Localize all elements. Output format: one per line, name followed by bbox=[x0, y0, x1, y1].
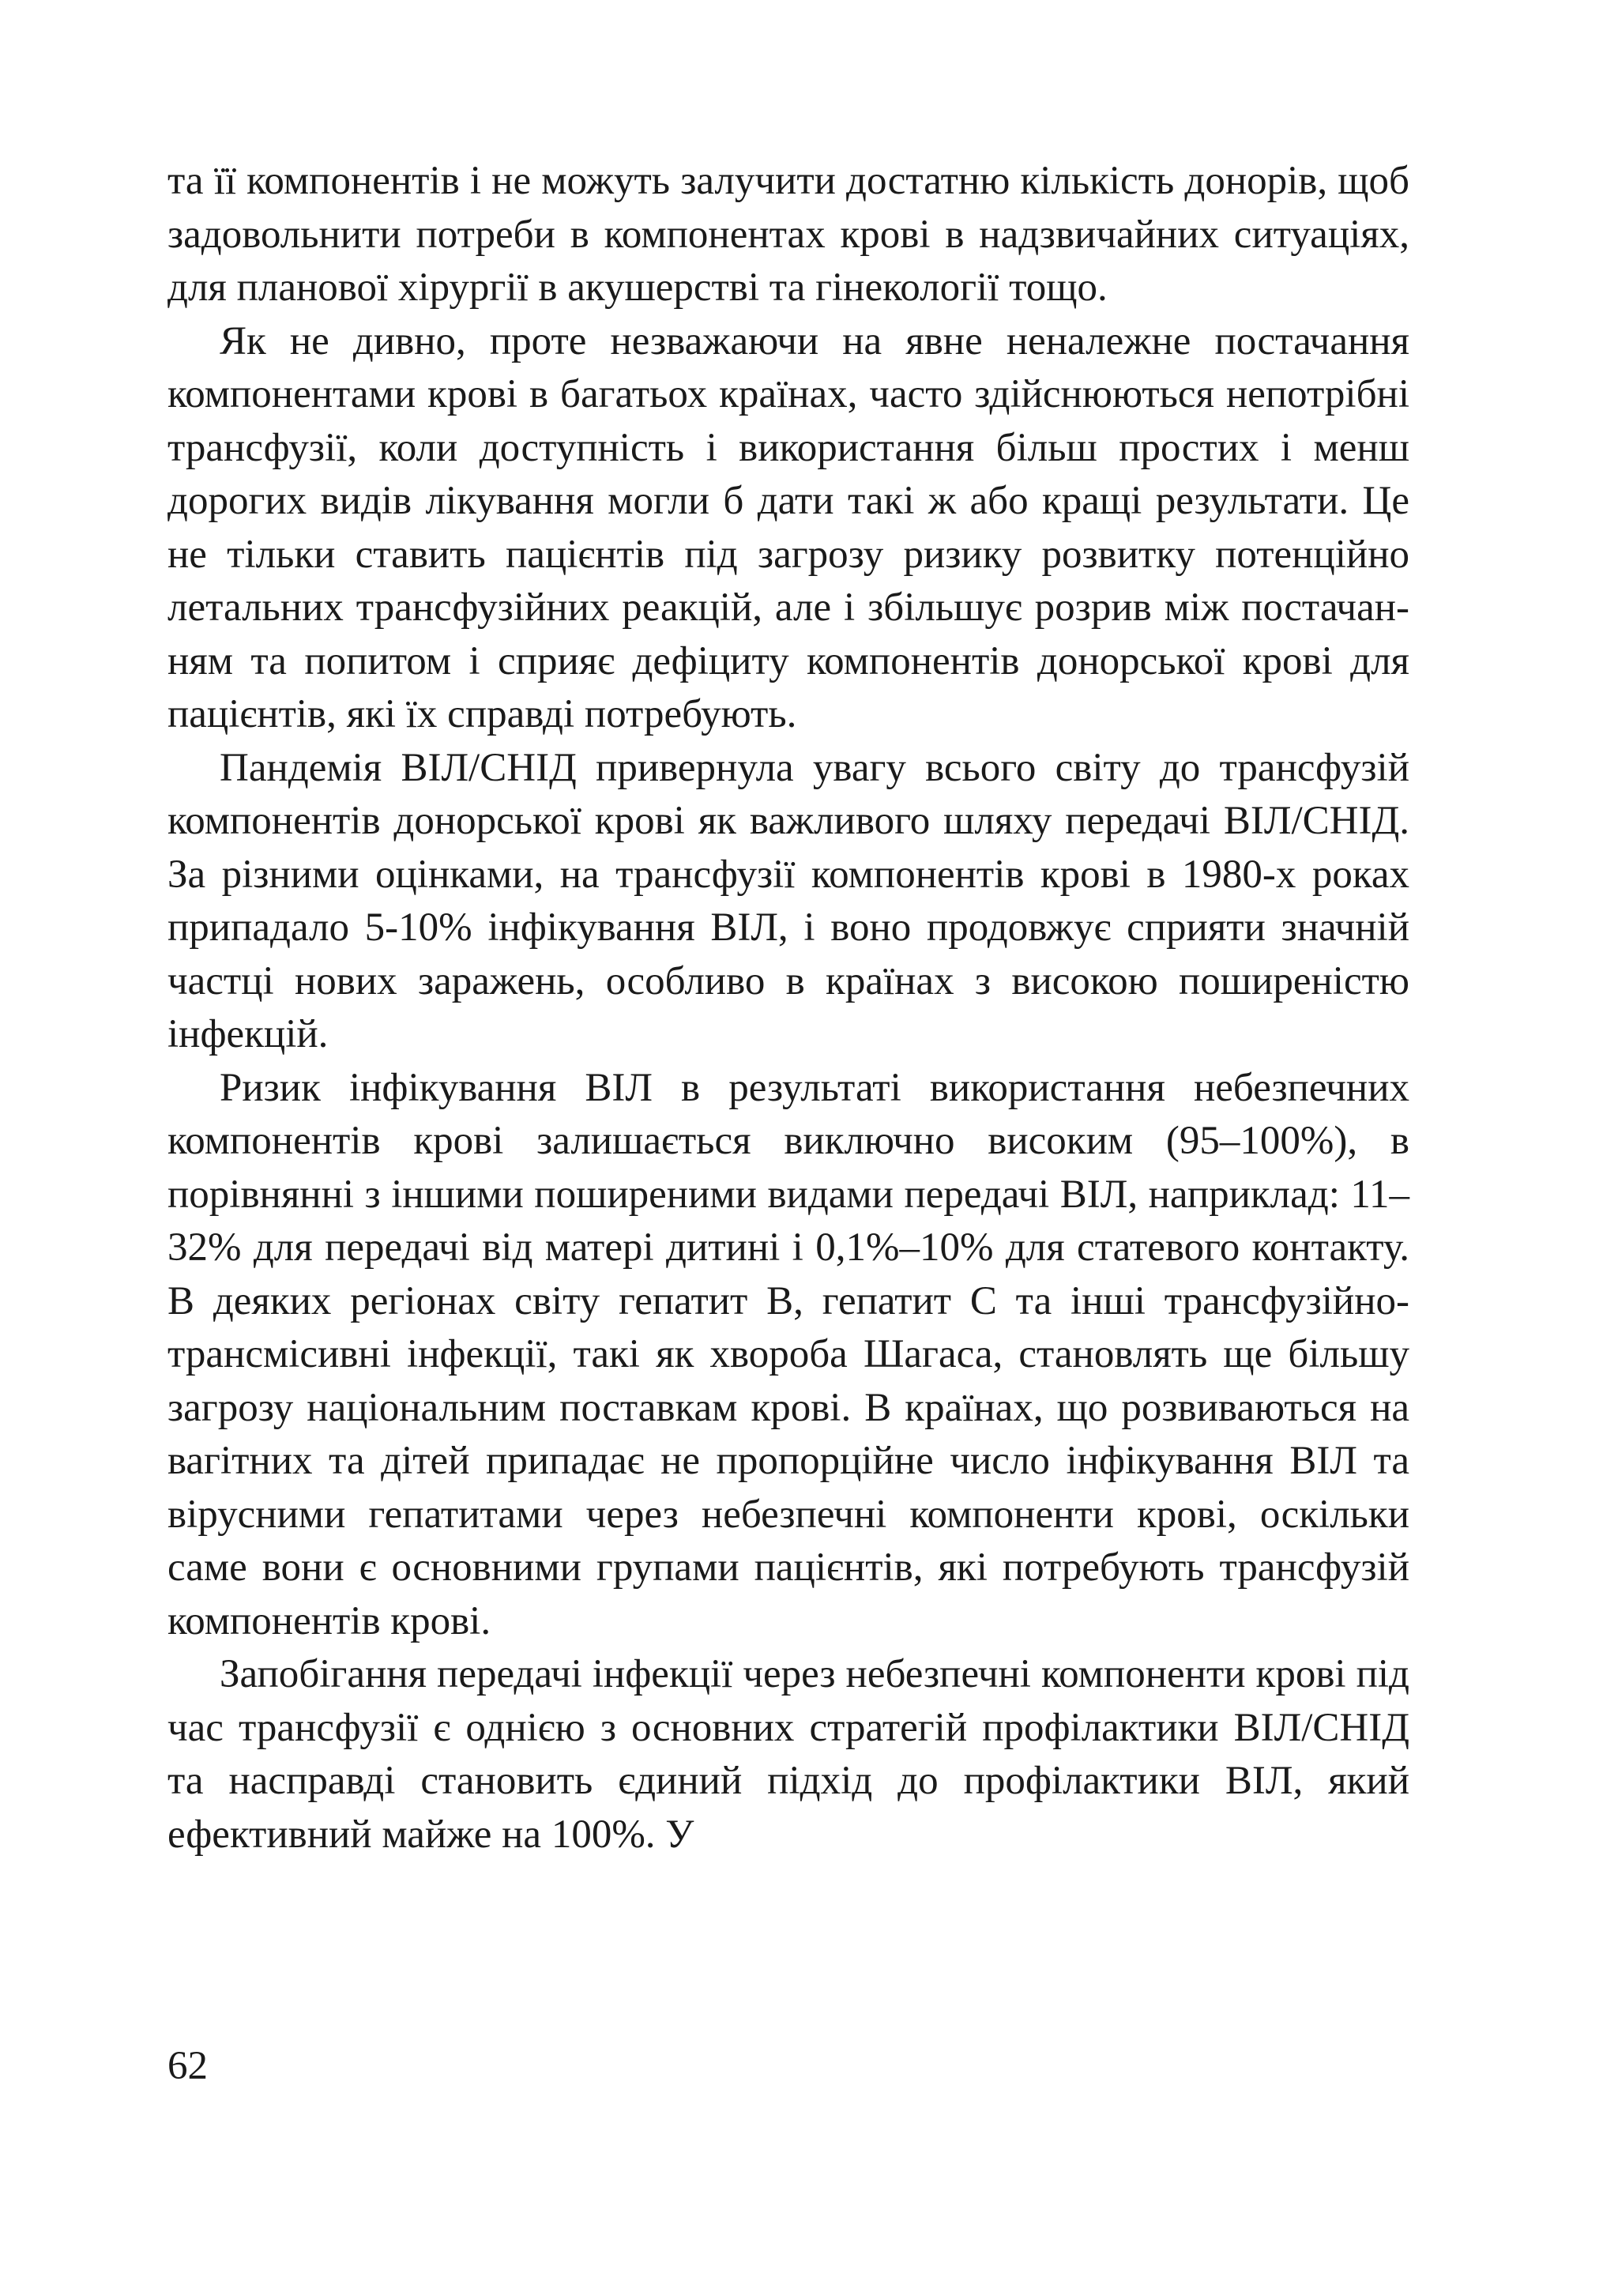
body-text bbox=[167, 155, 1409, 1861]
page-number: 62 bbox=[167, 2044, 208, 2088]
paragraph-infection-risk: Ризик інфікування ВІЛ в результаті використання небезпечних компонентів крові залишається виключно високим (95–100%), в порівнянні з іншими поширеними видами передачі ВІЛ, наприклад: 11–32% для передачі від матері дитині і 0,1%–10% для статевого контакту. В деяких регіонах світу гепатит В, гепатит С та інші трансфузійно-трансмісивні інфекції, такі як хвороба Шагаса, становлять ще більшу загрозу національним поставкам крові. В країнах, що розвиваються на вагітних та дітей припадає не пропорційне число інфікування ВІЛ та вірусними гепатитами через небезпечні компоненти крові, оскільки саме вони є основними групами пацієнтів, які потребують трансфузій компонентів крові. bbox=[167, 1065, 1409, 1643]
paragraph-continuation: та її компонентів і не можуть залучити достатню кількість донорів, щоб задовольнити потреби в компонентах крові в надзвичайних ситуаціях, для планової хірургії в акушерстві та гінекології тощо. bbox=[167, 159, 1409, 310]
paragraph-prevention: Запобігання передачі інфекції через небезпечні компоненти крові під час трансфузії є однією з основних стратегій профілактики ВІЛ/СНІД та насправді становить єдиний підхід до профілактики ВІЛ, який ефективний майже на 100%. У bbox=[167, 1652, 1409, 1857]
paragraph-unnecessary-transfusions: Як не дивно, проте незважаючи на явне неналежне постачання компонентами крові в багатьох країнах, часто здійснюються непотрібні трансфузії, коли доступність і використання більш простих і менш дорогих видів лікування могли б дати такі ж або кращі результати. Це не тільки ставить пацієнтів під загрозу ризику розвитку потенційно летальних трансфузійних реакцій, але і збільшує розрив між постачанням та попитом і сприяє дефіциту компонентів донорської крові для пацієнтів, які їх справді потребують. bbox=[167, 318, 1409, 736]
paragraph-hiv-pandemic: Пандемія ВІЛ/СНІД привернула увагу всього світу до трансфузій компонентів донорської крові як важливого шляху передачі ВІЛ/СНІД. За різними оцінками, на трансфузії компонентів крові в 1980-х роках припадало 5-10% інфікування ВІЛ, і воно продовжує сприяти значній частці нових заражень, особливо в країнах з високою поширеністю інфекцій. bbox=[167, 745, 1409, 1056]
